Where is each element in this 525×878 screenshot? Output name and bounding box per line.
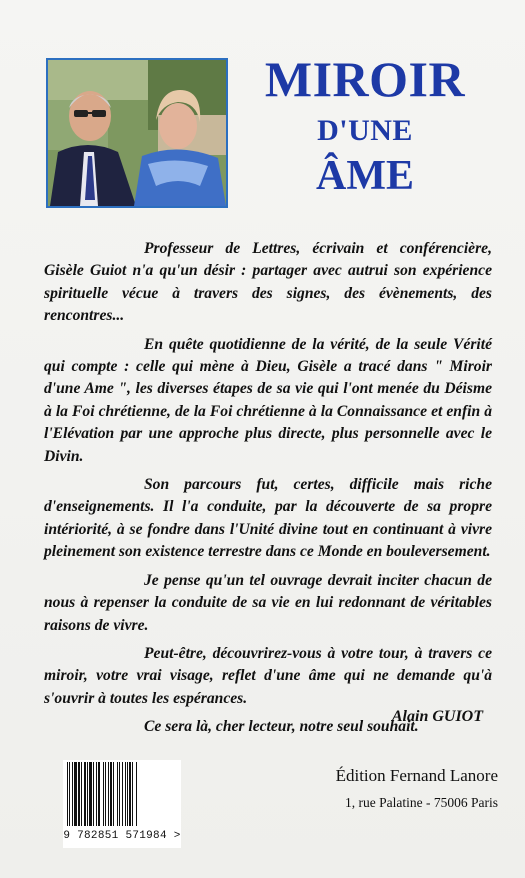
blurb-text bbox=[44, 238, 492, 745]
barcode-bar bbox=[105, 762, 106, 826]
barcode-bar bbox=[113, 762, 114, 826]
barcode-bar bbox=[69, 762, 70, 826]
barcode-bar bbox=[98, 762, 100, 826]
isbn-barcode bbox=[63, 760, 181, 848]
barcode-icon bbox=[63, 760, 181, 828]
barcode-bar bbox=[87, 762, 88, 826]
blurb-paragraph-3: Son parcours fut, certes, difficile mais riche d'enseignements. Il l'a conduite, par la découverte de sa propre intériorité, à se fondre dans l'Unité divine tout en continuant à vivre pleinement son existence terrestre dans ce Monde en bouleversement. bbox=[44, 476, 492, 561]
title-line-3: ÂME bbox=[316, 153, 414, 199]
barcode-bar bbox=[119, 762, 120, 826]
barcode-digits: 9 782851 571984 > bbox=[63, 830, 181, 842]
title-line-1: MIROIR bbox=[264, 51, 466, 107]
barcode-bar bbox=[103, 762, 104, 826]
barcode-bar bbox=[67, 762, 68, 826]
barcode-bar bbox=[108, 762, 109, 826]
barcode-bar bbox=[136, 762, 137, 826]
barcode-bar bbox=[117, 762, 118, 826]
barcode-bar bbox=[129, 762, 131, 826]
barcode-bar bbox=[127, 762, 128, 826]
barcode-bar bbox=[110, 762, 112, 826]
barcode-bar bbox=[93, 762, 94, 826]
barcode-bar bbox=[89, 762, 92, 826]
author-couple-photo bbox=[46, 58, 228, 208]
blurb-paragraph-4: Je pense qu'un tel ouvrage devrait inciter chacun de nous à repenser la conduite de sa vie en lui redonnant de véritables raisons de vivre. bbox=[44, 571, 492, 634]
blurb-paragraph-5: Peut-être, découvrirez-vous à votre tour, à travers ce miroir, votre vrai visage, reflet d'une âme qui ne demande qu'à s'ouvrir à toutes les espérances. bbox=[44, 644, 492, 707]
book-title bbox=[240, 50, 490, 200]
barcode-bar bbox=[78, 762, 80, 826]
blurb-paragraph-1: Professeur de Lettres, écrivain et conférencière, Gisèle Guiot n'a qu'un désir : partager avec autrui son expérience spirituelle vécue à travers des signes, des évènements, des rencontres... bbox=[44, 240, 492, 325]
title-line-2: D'UNE bbox=[317, 114, 413, 147]
barcode-bar bbox=[125, 762, 126, 826]
barcode-bar bbox=[132, 762, 133, 826]
publisher-address: 1, rue Palatine - 75006 Paris bbox=[345, 795, 498, 810]
barcode-bar bbox=[122, 762, 123, 826]
barcode-bar bbox=[81, 762, 82, 826]
barcode-bar bbox=[74, 762, 77, 826]
blurb-paragraph-6: Ce sera là, cher lecteur, notre seul souhait. bbox=[144, 718, 419, 736]
blurb-paragraph-2: En quête quotidienne de la vérité, de la seule Vérité qui compte : celle qui mène à Dieu, Gisèle a tracé dans " Miroir d'une Ame ", les diverses étapes de sa vie qui l'ont menée du Déisme à la Foi chrétienne, de la Foi chrétienne à la Connaissance et enfin à l'Elévation par une approche plus directe, plus personnelle avec le Divin. bbox=[44, 335, 492, 465]
author-couple-photo-drawing bbox=[48, 60, 226, 206]
barcode-bar bbox=[84, 762, 86, 826]
barcode-bar bbox=[96, 762, 97, 826]
barcode-bar bbox=[72, 762, 73, 826]
publisher-name: Édition Fernand Lanore bbox=[335, 766, 498, 785]
author-signature: Alain GUIOT bbox=[391, 708, 483, 725]
